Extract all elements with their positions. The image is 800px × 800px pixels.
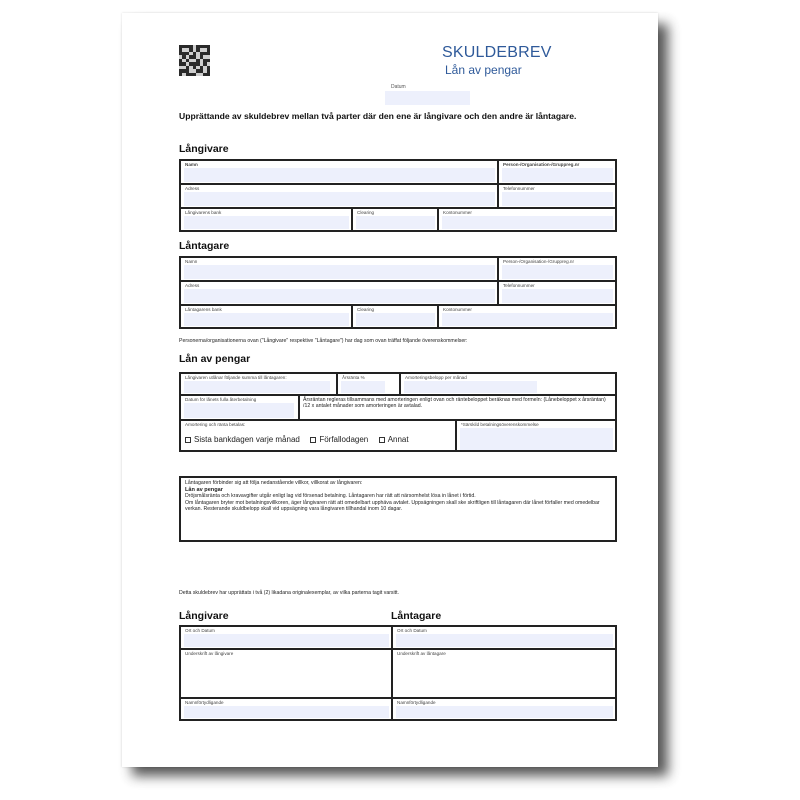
signature-table [179,625,617,721]
lender-address-field[interactable] [181,185,497,207]
borrower-clearing-field[interactable] [353,306,437,327]
sign-lender-heading: Långivare [179,610,229,622]
borrower-address-field[interactable] [181,282,497,304]
lender-heading: Långivare [179,143,229,155]
field-label: Amorteringsbelopp per månad [405,375,467,380]
option-other[interactable] [379,435,409,444]
terms-intro: Låntagaren förbinder sig att följa nedanstående villkor, villkorat av långivaren: [185,480,363,486]
option-label: Annat [387,435,409,444]
option-label: Förfallodagen [319,435,369,444]
document-subtitle: Lån av pengar [445,63,522,77]
field-label: *Särskild betalningsöverenskommelse [461,422,539,427]
document-page [122,13,658,767]
loan-amount-field[interactable] [181,374,336,394]
field-label: Kontonummer [443,210,472,215]
field-label: Telefonnummer [503,283,535,288]
lender-table [179,159,617,232]
borrower-heading: Låntagare [179,240,230,252]
checkbox[interactable] [310,437,316,443]
field-label: Ort och Datum [397,628,427,633]
field-label: Amortering och ränta betalas: [185,422,246,427]
field-label: Låntagarens bank [185,307,222,312]
datum-field[interactable] [385,91,470,105]
terms-line: Om låntagaren bryter mot betalningsvillkoren, äger långivaren rätt att omedelbart upphäva avtalet. Uppsägningen skall ske skriftligen till låntagaren där lånet förfaller med omedelbar verkan. Resterande skuldbelopp skall vid uppsägning vara långivaren tillhandal inom 10 dagar. [185,499,600,513]
field-label: Namnförtydligande [397,700,436,705]
terms-heading: Lån av pengar [185,486,223,493]
lender-account-field[interactable] [439,209,615,230]
annual-rate-field[interactable] [338,374,399,394]
borrower-id-field[interactable] [499,258,615,280]
qr-code-icon [179,45,210,76]
field-label: Namn [185,162,198,167]
option-last-bankday[interactable] [185,435,300,444]
field-label: Ort och Datum [185,628,215,633]
interest-text: Årsräntan regleras tillsammans med amorteringen enligt ovan och räntebeloppet beräknas med formeln: (Lånebeloppet x årsräntan) /12 x antalet månader som amorteringen är avtalad. [303,397,606,410]
document-title: SKULDEBREV [442,44,552,61]
lender-place-date-field[interactable] [181,627,391,648]
field-label: Kontonummer [443,307,472,312]
intro-text: Upprättande av skuldebrev mellan två parter där den ene är långivare och den andre är låntagare. [179,111,577,121]
field-label: Adress [185,283,200,288]
borrower-bank-field[interactable] [181,306,351,327]
installment-field[interactable] [401,374,615,394]
lender-clearing-field[interactable] [353,209,437,230]
lender-phone-field[interactable] [499,185,615,207]
terms-content [185,480,609,513]
lender-name-field[interactable] [181,161,497,183]
agreement-text: Personerna/organisationerna ovan ("Långivare" respektive "Låntagare") har dag som ovan träffat följande överenskommelser: [179,338,468,344]
payment-options [181,421,455,452]
lender-signature-field[interactable] [181,650,391,697]
field-label: Person-/Organisation-/Gruppreg.nr [503,162,580,167]
borrower-name-field[interactable] [181,258,497,280]
lender-name-clarification-field[interactable] [181,699,391,719]
field-label: Namnförtydligande [185,700,224,705]
borrower-name-clarification-field[interactable] [393,699,615,719]
lender-bank-field[interactable] [181,209,351,230]
terms-box [179,476,617,542]
terms-line: Dröjsmålsränta och kravavgifter utgår enligt lag vid försenad betalning. Låntagaren har rätt att närsomhelst lösa in lånet i förtid. [185,493,476,500]
copies-text: Detta skuldebrev har upprättats i två (2) likadana originalexemplar, av vilka parterna tagit varsitt. [179,590,399,596]
option-due-date[interactable] [310,435,368,444]
special-agreement-field[interactable] [457,421,615,452]
borrower-table [179,256,617,329]
sign-borrower-heading: Låntagare [391,610,442,622]
field-label: Clearing [357,307,375,312]
option-label: Sista bankdagen varje månad [194,435,300,444]
field-label: Clearing [357,210,375,215]
field-label: Långivaren utlånar följande summa till låntagaren: [185,375,287,380]
field-label: Telefonnummer [503,186,535,191]
loan-table [179,372,617,452]
field-label: Namn [185,259,198,264]
field-label: Årsränta % [342,375,365,380]
field-label: Datum för lånets fulla återbetalning [185,397,257,402]
borrower-account-field[interactable] [439,306,615,327]
borrower-signature-field[interactable] [393,650,615,697]
borrower-place-date-field[interactable] [393,627,615,648]
final-date-field[interactable] [181,396,298,419]
field-label: Adress [185,186,200,191]
borrower-phone-field[interactable] [499,282,615,304]
datum-label: Datum [391,84,406,90]
field-label: Underskrift av låntagare [397,651,446,656]
field-label: Person-/Organisation-/Gruppreg.nr [503,259,574,264]
divider [298,394,300,419]
lender-id-field[interactable] [499,161,615,183]
checkbox[interactable] [185,437,191,443]
loan-heading: Lån av pengar [179,353,251,365]
field-label: Underskrift av långivare [185,651,234,656]
checkbox[interactable] [379,437,385,443]
field-label: Långivarens bank [185,210,222,215]
